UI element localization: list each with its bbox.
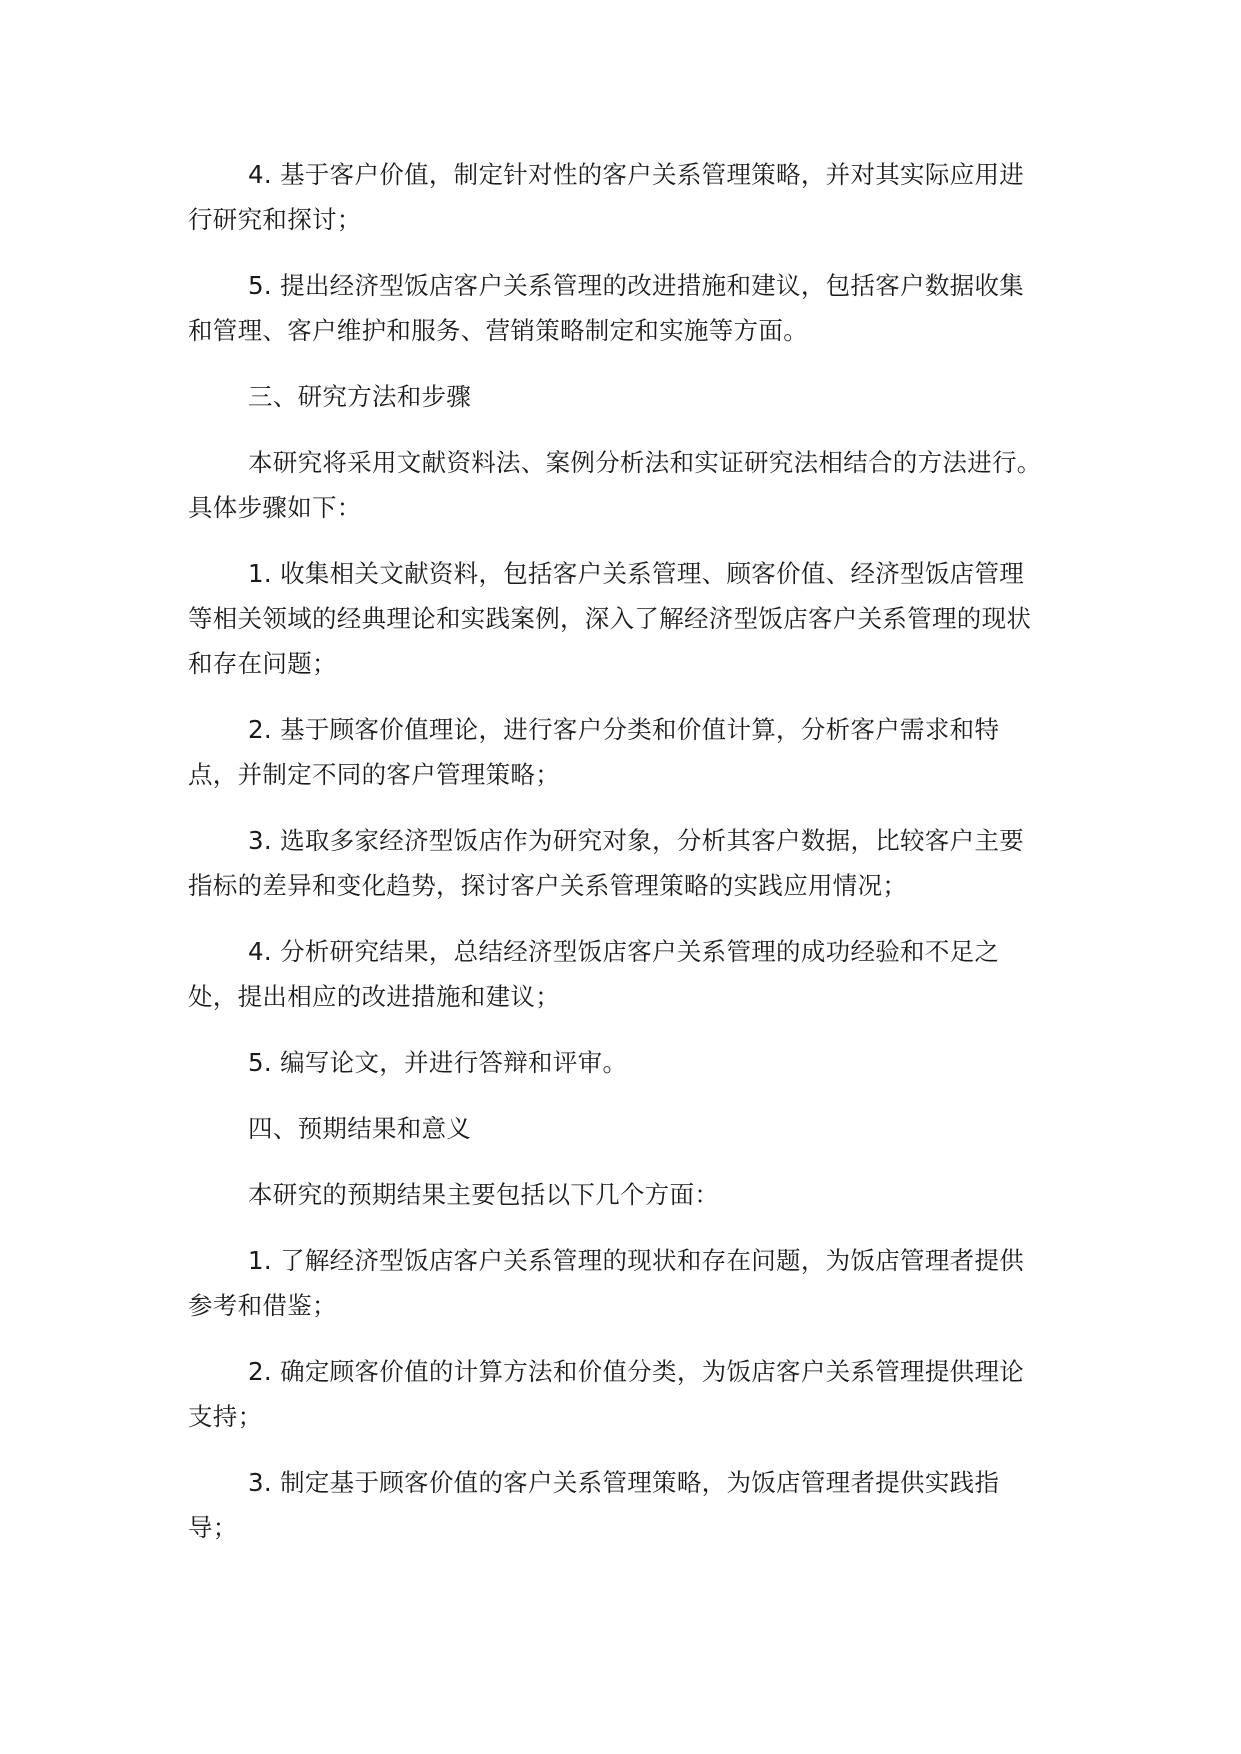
paragraph-step-3: 3. 选取多家经济型饭店作为研究对象，分析其客户数据，比较客户主要指标的差异和变化趋势，探讨客户关系管理策略的实践应用情况；: [188, 826, 1025, 900]
paragraph-step-5: 5. 编写论文，并进行答辩和评审。: [248, 1048, 628, 1077]
paragraph-result-3: 3. 制定基于顾客价值的客户关系管理策略，为饭店管理者提供实践指导；: [188, 1468, 1000, 1542]
section-heading-expected-results: 四、预期结果和意义: [248, 1114, 472, 1143]
paragraph-step-2: 2. 基于顾客价值理论，进行客户分类和价值计算，分析客户需求和特点，并制定不同的客户管理策略；: [188, 715, 1000, 789]
paragraph-item-5-improvement: 5. 提出经济型饭店客户关系管理的改进措施和建议，包括客户数据收集和管理、客户维护和服务、营销策略制定和实施等方面。: [188, 271, 1025, 345]
paragraph-result-1: 1. 了解经济型饭店客户关系管理的现状和存在问题，为饭店管理者提供参考和借鉴；: [188, 1246, 1025, 1320]
paragraph-step-4: 4. 分析研究结果，总结经济型饭店客户关系管理的成功经验和不足之处，提出相应的改进措施和建议；: [188, 937, 1000, 1011]
section-heading-methods: 三、研究方法和步骤: [248, 382, 472, 411]
paragraph-methods-intro: 本研究将采用文献资料法、案例分析法和实证研究法相结合的方法进行。具体步骤如下：: [188, 448, 1042, 522]
paragraph-item-4-strategy: 4. 基于客户价值，制定针对性的客户关系管理策略，并对其实际应用进行研究和探讨；: [188, 160, 1025, 234]
document-body: [188, 152, 1048, 1571]
paragraph-result-2: 2. 确定顾客价值的计算方法和价值分类，为饭店客户关系管理提供理论支持；: [188, 1357, 1025, 1431]
paragraph-results-intro: 本研究的预期结果主要包括以下几个方面：: [248, 1180, 720, 1209]
paragraph-step-1: 1. 收集相关文献资料，包括客户关系管理、顾客价值、经济型饭店管理等相关领域的经典理论和实践案例，深入了解经济型饭店客户关系管理的现状和存在问题；: [188, 559, 1032, 678]
